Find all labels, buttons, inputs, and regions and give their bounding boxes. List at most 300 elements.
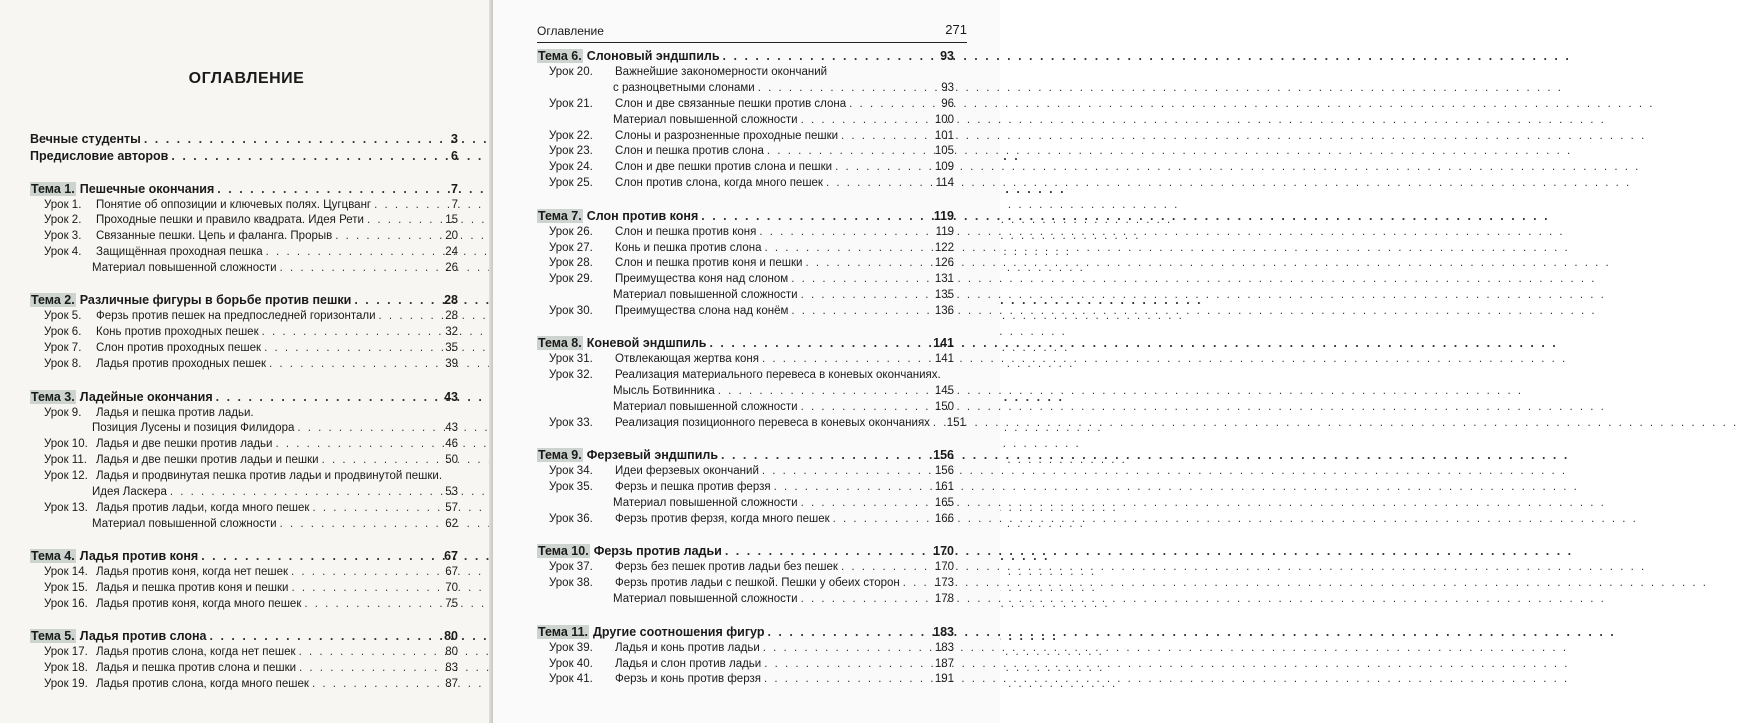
toc-entry-lesson <box>30 230 458 246</box>
dot-leader <box>217 182 431 196</box>
entry-page-number: 156 <box>933 448 954 463</box>
entry-title: Слон и пешка против коня <box>615 225 757 238</box>
section-gap <box>537 193 954 209</box>
dot-leader <box>312 502 431 514</box>
entry-page-number: 178 <box>934 593 954 606</box>
dot-leader <box>701 209 927 223</box>
toc-entry-material <box>30 262 458 278</box>
lesson-label: Урок 26. <box>549 225 593 238</box>
entry-page-number: 7 <box>451 198 458 211</box>
toc-entry-lesson <box>537 465 954 481</box>
dot-leader <box>275 438 431 450</box>
entry-page-number: 67 <box>445 566 458 579</box>
dot-leader <box>262 326 431 338</box>
toc-entry-lesson <box>30 470 458 486</box>
dot-leader <box>841 130 927 142</box>
lesson-label: Урок 30. <box>549 305 593 318</box>
dot-leader <box>759 226 927 238</box>
lesson-label: Урок 17. <box>44 646 88 659</box>
entry-title: Ферзь и конь против ферзя <box>615 673 761 686</box>
entry-title: Другие соотношения фигур <box>593 624 765 639</box>
theme-label: Тема 10. <box>538 544 589 559</box>
entry-title: Слон и две пешки против слона и пешки <box>615 161 833 174</box>
entry-title: Ладья против коня <box>79 549 199 564</box>
toc-entry-lesson <box>30 342 458 358</box>
toc-entry-material <box>537 593 954 609</box>
entry-page-number: 183 <box>933 624 954 639</box>
entry-title: Слон против слона, когда много пешек <box>615 177 823 190</box>
dot-leader <box>291 566 431 578</box>
entry-page-number: 24 <box>445 246 458 259</box>
section-gap <box>30 614 458 630</box>
entry-title: Позиция Лусены и позиция Филидора <box>92 422 295 435</box>
dot-leader <box>903 577 927 589</box>
dot-leader <box>170 486 431 498</box>
dot-leader <box>721 448 927 462</box>
entry-title: Ладья против слона, когда нет пешек <box>96 646 296 659</box>
lesson-label: Урок 8. <box>44 358 82 371</box>
theme-label: Тема 7. <box>538 208 582 223</box>
entry-title: Ладья и слон против ладьи <box>615 657 762 670</box>
running-header <box>537 22 967 43</box>
entry-page-number: 67 <box>444 549 458 564</box>
running-title: Оглавление <box>537 24 604 38</box>
entry-page-number: 119 <box>935 225 954 238</box>
toc-entry-lesson <box>537 513 954 529</box>
entry-page-number: 166 <box>934 513 954 526</box>
lesson-label: Урок 14. <box>44 566 88 579</box>
toc-entry-lesson <box>537 257 954 273</box>
entry-page-number: 109 <box>934 161 954 174</box>
entry-page-number: 35 <box>445 342 458 355</box>
entry-title: Ферзь против ферзя, когда много пешек <box>615 513 830 526</box>
entry-page-number: 6 <box>451 149 458 163</box>
entry-title: Конь и пешка против слона <box>615 241 762 254</box>
dot-leader <box>826 177 927 189</box>
entry-title: Конь против проходных пешек <box>96 326 259 339</box>
dot-leader <box>322 454 431 466</box>
entry-title: Ладейные окончания <box>79 389 213 404</box>
entry-title: Понятие об оппозиции и ключевых полях. Цугцванг <box>96 198 372 211</box>
lesson-label: Урок 28. <box>549 257 593 270</box>
entry-page-number: 83 <box>445 662 458 675</box>
toc-title: ОГЛАВЛЕНИЕ <box>188 70 305 87</box>
entry-page-number: 119 <box>933 208 954 223</box>
dot-leader <box>299 662 431 674</box>
entry-title: Пешечные окончания <box>79 181 215 196</box>
right-toc-list <box>537 49 966 689</box>
dot-leader <box>144 132 431 146</box>
toc-entry-lesson <box>537 673 954 689</box>
entry-page-number: 150 <box>934 401 954 414</box>
dot-leader <box>291 582 431 594</box>
entry-page-number: 141 <box>934 353 954 366</box>
entry-title: Материал повышенной сложности <box>92 517 277 530</box>
entry-title: Слоновый эндшпиль <box>586 49 720 63</box>
lesson-label: Урок 2. <box>44 214 82 227</box>
entry-page-number: 80 <box>445 646 458 659</box>
entry-title: Предисловие авторов <box>30 149 169 163</box>
entry-page-number: 170 <box>933 544 954 559</box>
lesson-label: Урок 7. <box>44 342 82 355</box>
dot-leader <box>354 293 431 307</box>
dot-leader <box>374 199 431 211</box>
dot-leader <box>774 481 927 493</box>
entry-page-number: 141 <box>933 336 954 351</box>
toc-entry-lesson <box>537 577 954 593</box>
section-gap <box>537 609 954 625</box>
dot-leader <box>805 257 927 269</box>
toc-entry-lesson <box>537 561 954 577</box>
dot-leader <box>791 273 927 285</box>
entry-page-number: 87 <box>445 678 458 691</box>
lesson-label: Урок 33. <box>549 417 593 430</box>
entry-page-number: 161 <box>934 481 954 494</box>
entry-page-number: 50 <box>445 454 458 467</box>
entry-title: Ладья и две пешки против ладьи и пешки <box>96 454 319 467</box>
entry-title: Защищённая проходная пешка <box>96 246 263 259</box>
dot-leader <box>849 98 927 110</box>
dot-leader <box>718 385 927 397</box>
entry-page-number: 145 <box>934 385 954 398</box>
dot-leader <box>297 422 431 434</box>
entry-page-number: 136 <box>934 305 954 318</box>
toc-entry-theme <box>537 49 954 66</box>
lesson-label: Урок 29. <box>549 273 593 286</box>
lesson-label: Урок 6. <box>44 326 82 339</box>
entry-title: Реализация материального перевеса в коневых окончаниях. <box>615 369 941 382</box>
toc-entry-lesson <box>30 502 458 518</box>
lesson-label: Урок 37. <box>549 561 593 574</box>
dot-leader <box>833 513 927 525</box>
entry-title: Материал повышенной сложности <box>613 113 798 126</box>
entry-title: Ладья и продвинутая пешка против ладьи и продвинутой пешки. <box>96 470 443 483</box>
entry-title: Ладья против слона, когда много пешек <box>96 678 309 691</box>
toc-entry-theme <box>30 293 458 310</box>
dot-leader <box>171 149 431 163</box>
entry-title: Преимущества коня над слоном <box>615 273 789 286</box>
entry-title: Вечные студенты <box>30 132 141 146</box>
toc-entry-lesson <box>30 454 458 470</box>
toc-entry-lesson <box>30 358 458 374</box>
entry-page-number: 156 <box>934 465 954 478</box>
entry-title: Материал повышенной сложности <box>613 401 798 414</box>
entry-title: Ладья и пешка против ладьи. <box>96 406 254 419</box>
entry-title: Слон и две связанные пешки против слона <box>615 97 847 110</box>
entry-title: Мысль Ботвинника <box>613 385 715 398</box>
toc-entry-cont <box>30 486 458 502</box>
entry-page-number: 28 <box>445 310 458 323</box>
entry-title: Преимущества слона над конём <box>615 305 789 318</box>
toc-entry-lesson <box>30 199 458 215</box>
entry-title: Ладья и две пешки против ладьи <box>96 438 273 451</box>
entry-page-number: 183 <box>934 641 954 654</box>
entry-page-number: 151 <box>946 417 966 430</box>
lesson-label: Урок 9. <box>44 406 82 419</box>
entry-title: Материал повышенной сложности <box>613 289 798 302</box>
toc-entry-material <box>537 289 954 305</box>
toc-entry-theme <box>30 390 458 407</box>
lesson-label: Урок 4. <box>44 246 82 259</box>
dot-leader <box>299 646 431 658</box>
entry-page-number: 28 <box>444 293 458 308</box>
entry-page-number: 100 <box>934 113 954 126</box>
entry-title: Ферзь против пешек на предпоследней горизонтали <box>96 310 376 323</box>
lesson-label: Урок 36. <box>549 513 593 526</box>
entry-page-number: 122 <box>934 241 954 254</box>
dot-leader <box>763 642 927 654</box>
toc-entry-theme <box>537 448 954 465</box>
entry-page-number: 80 <box>444 629 458 644</box>
toc-entry-lesson <box>537 353 954 369</box>
toc-entry-lesson <box>537 658 954 674</box>
entry-title: Слон и пешка против коня и пешки <box>615 257 803 270</box>
dot-leader <box>201 549 431 563</box>
dot-leader <box>264 342 431 354</box>
toc-entry-lesson <box>537 145 954 161</box>
entry-title: Различные фигуры в борьбе против пешки <box>79 293 352 308</box>
toc-entry-lesson <box>537 177 954 193</box>
dot-leader <box>764 242 927 254</box>
entry-page-number: 20 <box>445 230 458 243</box>
lesson-label: Урок 35. <box>549 481 593 494</box>
entry-page-number: 170 <box>934 561 954 574</box>
toc-entry-lesson <box>537 98 954 114</box>
entry-page-number: 3 <box>451 132 458 146</box>
entry-page-number: 126 <box>934 257 954 270</box>
toc-entry-lesson <box>30 438 458 454</box>
entry-title: Важнейшие закономерности окончаний <box>615 66 828 78</box>
entry-page-number: 15 <box>445 214 458 227</box>
lesson-label: Урок 38. <box>549 577 593 590</box>
toc-entry-lesson <box>537 642 954 658</box>
entry-page-number: 53 <box>445 485 458 498</box>
toc-entry-lesson <box>537 130 954 146</box>
dot-leader <box>280 518 431 530</box>
entry-title: Ферзь против ладьи <box>593 544 722 559</box>
entry-page-number: 96 <box>941 97 954 110</box>
toc-entry-theme <box>537 544 954 561</box>
toc-entry-lesson <box>537 481 954 497</box>
entry-title: Ферзь против ладьи с пешкой. Пешки у обеих сторон <box>615 577 900 590</box>
theme-label: Тема 9. <box>538 448 582 463</box>
toc-entry-lesson <box>30 214 458 230</box>
section-gap <box>537 433 954 449</box>
dot-leader <box>304 598 431 610</box>
toc-entry-top <box>30 132 458 149</box>
toc-entry-top <box>30 149 458 166</box>
dot-leader <box>269 358 431 370</box>
toc-entry-lesson <box>537 242 954 258</box>
section-gap <box>30 166 458 182</box>
section-gap <box>30 278 458 294</box>
entry-page-number: 105 <box>934 145 954 158</box>
toc-entry-lesson <box>537 369 954 385</box>
entry-page-number: 114 <box>935 177 954 190</box>
lesson-label: Урок 1. <box>44 198 82 211</box>
entry-page-number: 75 <box>445 597 458 610</box>
lesson-label: Урок 24. <box>549 161 593 174</box>
entry-page-number: 43 <box>444 389 458 404</box>
lesson-label: Урок 34. <box>549 465 593 478</box>
entry-page-number: 39 <box>445 358 458 371</box>
entry-page-number: 70 <box>445 582 458 595</box>
toc-entry-cont <box>537 385 954 401</box>
entry-title: Ферзь и пешка против ферзя <box>615 481 771 494</box>
entry-page-number: 26 <box>445 262 458 275</box>
lesson-label: Урок 31. <box>549 353 593 366</box>
entry-title: Проходные пешки и правило квадрата. Идея Рети <box>96 214 364 227</box>
dot-leader <box>216 390 431 404</box>
theme-label: Тема 1. <box>31 181 75 196</box>
dot-leader <box>835 161 927 173</box>
section-gap <box>30 534 458 550</box>
entry-page-number: 165 <box>934 497 954 510</box>
entry-title: с разноцветными слонами <box>613 81 755 94</box>
theme-label: Тема 3. <box>31 389 75 404</box>
dot-leader <box>764 673 927 685</box>
right-page <box>493 0 1000 723</box>
dot-leader <box>709 336 927 350</box>
lesson-label: Урок 18. <box>44 662 88 675</box>
dot-leader <box>723 49 927 63</box>
entry-title: Идея Ласкера <box>92 485 167 498</box>
entry-title: Идеи ферзевых окончаний <box>615 465 759 478</box>
dot-leader <box>767 625 927 639</box>
lesson-label: Урок 19. <box>44 678 88 691</box>
lesson-label: Урок 25. <box>549 177 593 190</box>
theme-label: Тема 11. <box>538 624 588 639</box>
entry-title: Ладья и пешка против слона и пешки <box>96 662 297 675</box>
toc-entry-lesson <box>30 326 458 342</box>
lesson-label: Урок 12. <box>44 470 88 483</box>
entry-title: Слон против коня <box>586 208 699 223</box>
section-gap <box>537 529 954 545</box>
dot-leader <box>758 82 927 94</box>
dot-leader <box>791 305 927 317</box>
lesson-label: Урок 40. <box>549 657 593 670</box>
entry-page-number: 43 <box>445 422 458 435</box>
lesson-label: Урок 21. <box>549 97 593 110</box>
toc-entry-lesson <box>537 305 954 321</box>
lesson-label: Урок 3. <box>44 230 82 243</box>
dot-leader <box>725 544 927 558</box>
entry-title: Слон и пешка против слона <box>615 145 764 158</box>
theme-label: Тема 4. <box>31 549 75 564</box>
left-page <box>0 0 493 723</box>
theme-label: Тема 6. <box>538 49 582 63</box>
dot-leader <box>312 678 431 690</box>
toc-entry-theme <box>30 182 458 199</box>
dot-leader <box>379 310 431 322</box>
page-number: 271 <box>945 22 967 37</box>
entry-page-number: 7 <box>451 181 458 196</box>
entry-title: Ладья против проходных пешек <box>96 358 267 371</box>
entry-page-number: 173 <box>934 577 954 590</box>
entry-title: Ладья против ладьи, когда много пешек <box>96 501 310 514</box>
toc-entry-lesson <box>30 646 458 662</box>
lesson-label: Урок 5. <box>44 310 82 323</box>
lesson-label: Урок 13. <box>44 501 88 514</box>
toc-entry-lesson <box>30 662 458 678</box>
lesson-label: Урок 16. <box>44 597 88 610</box>
dot-leader <box>762 465 927 477</box>
entry-title: Ладья и пешка против коня и пешки <box>96 582 289 595</box>
dot-leader <box>841 561 927 573</box>
toc-entry-theme <box>537 625 954 642</box>
toc-entry-theme <box>30 549 458 566</box>
lesson-label: Урок 15. <box>44 582 88 595</box>
entry-page-number: 135 <box>934 289 954 302</box>
toc-entry-cont <box>30 422 458 438</box>
toc-entry-lesson <box>537 417 966 433</box>
dot-leader <box>801 593 927 605</box>
dot-leader <box>764 658 927 670</box>
toc-entry-lesson <box>537 66 954 82</box>
toc-entry-lesson <box>30 598 458 614</box>
entry-title: Ферзь без пешек против ладьи без пешек <box>615 561 838 574</box>
dot-leader <box>801 497 927 509</box>
entry-title: Ладья против слона <box>79 629 207 644</box>
toc-entry-material <box>537 401 954 417</box>
toc-entry-lesson <box>537 273 954 289</box>
entry-title: Связанные пешки. Цепь и фаланга. Прорыв <box>96 230 333 243</box>
toc-entry-lesson <box>537 226 954 242</box>
dot-leader <box>767 145 927 157</box>
toc-entry-lesson <box>30 310 458 326</box>
toc-entry-lesson <box>30 582 458 598</box>
entry-title: Реализация позиционного перевеса в коневых окончаниях <box>615 417 930 430</box>
dot-leader <box>266 246 431 258</box>
toc-entry-lesson <box>30 566 458 582</box>
lesson-label: Урок 32. <box>549 369 593 382</box>
lesson-label: Урок 41. <box>549 673 593 686</box>
lesson-label: Урок 39. <box>549 641 593 654</box>
toc-entry-lesson <box>537 161 954 177</box>
entry-page-number: 93 <box>941 81 954 94</box>
entry-page-number: 57 <box>445 501 458 514</box>
toc-entry-material <box>30 518 458 534</box>
entry-title: Отвлекающая жертва коня <box>615 353 759 366</box>
section-gap <box>30 374 458 390</box>
lesson-label: Урок 20. <box>549 66 593 78</box>
entry-page-number: 131 <box>934 273 954 286</box>
entry-title: Слоны и разрозненные проходные пешки <box>615 129 839 142</box>
entry-title: Слон против проходных пешек <box>96 342 262 355</box>
entry-page-number: 101 <box>934 129 954 142</box>
toc-entry-material <box>537 114 954 130</box>
entry-title: Материал повышенной сложности <box>92 262 277 275</box>
entry-page-number: 32 <box>445 326 458 339</box>
entry-title: Ферзевый эндшпиль <box>586 448 719 463</box>
lesson-label: Урок 23. <box>549 145 593 158</box>
toc-entry-material <box>537 497 954 513</box>
theme-label: Тема 5. <box>31 629 75 644</box>
dot-leader <box>280 262 431 274</box>
entry-page-number: 187 <box>934 657 954 670</box>
entry-page-number: 191 <box>934 673 954 686</box>
left-toc-list <box>30 132 458 694</box>
lesson-label: Урок 10. <box>44 438 88 451</box>
entry-title: Ладья против коня, когда нет пешек <box>96 566 288 579</box>
entry-page-number: 46 <box>445 438 458 451</box>
dot-leader <box>367 214 431 226</box>
entry-title: Коневой эндшпиль <box>586 336 707 351</box>
entry-title: Ладья и конь против ладьи <box>615 641 760 654</box>
section-gap <box>537 321 954 337</box>
toc-entry-lesson <box>30 407 458 423</box>
lesson-label: Урок 22. <box>549 129 593 142</box>
